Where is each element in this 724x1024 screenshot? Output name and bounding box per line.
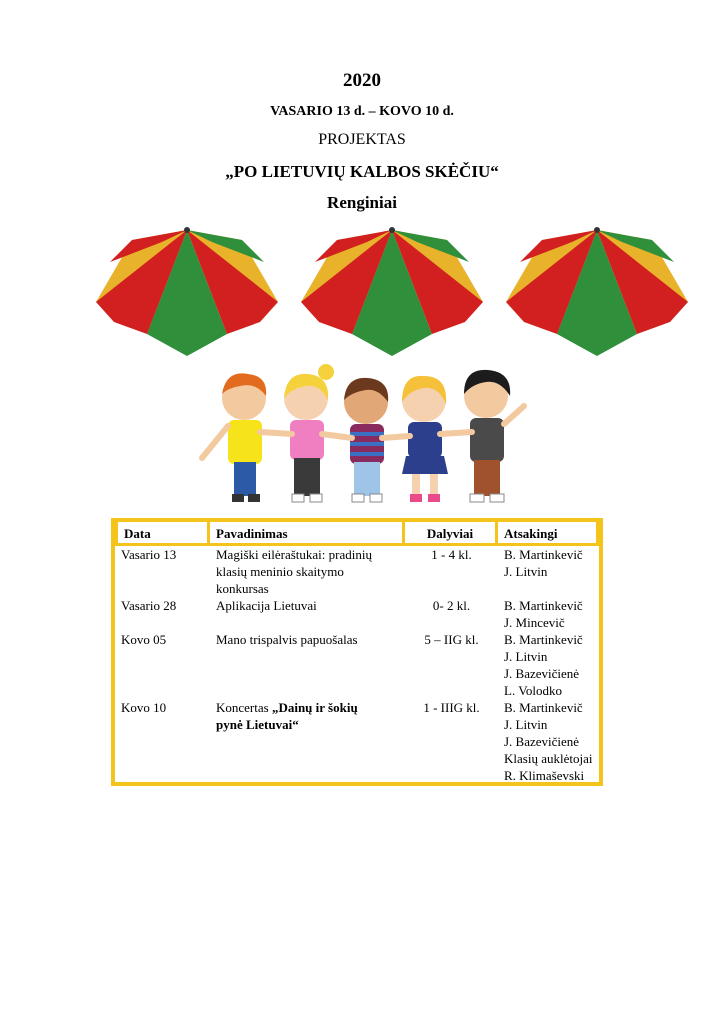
responsible-person: B. Martinkevič (504, 598, 583, 613)
cell-title (210, 631, 405, 699)
cell-responsible (498, 597, 599, 631)
responsible-person: B. Martinkevič (504, 632, 583, 647)
responsible-person: B. Martinkevič (504, 547, 583, 562)
umbrella-icon (502, 222, 692, 362)
umbrella-icon (92, 222, 282, 362)
column-header-date: Data (115, 522, 210, 546)
cell-responsible (498, 546, 599, 597)
responsible-person: R. Klimaševski (504, 768, 585, 783)
child-figure (464, 370, 524, 502)
cell-participants: 0- 2 kl. (432, 598, 471, 613)
cell-participants: 5 – IIG kl. (424, 632, 479, 647)
responsible-person: B. Martinkevič (504, 700, 583, 715)
title-line: Mano trispalvis papuošalas (216, 632, 358, 647)
responsible-person: J. Bazevičienė (504, 666, 580, 681)
title-line: klasių meninio skaitymo (216, 564, 344, 579)
responsible-person: J. Litvin (504, 649, 548, 664)
umbrella-icon (297, 222, 487, 362)
project-label: PROJEKTAS (318, 131, 406, 148)
cell-responsible (498, 699, 599, 784)
project-name: „PO LIETUVIŲ KALBOS SKĖČIU“ (225, 162, 499, 181)
column-header-participants: Dalyviai (405, 522, 498, 546)
title-bold-part: „Dainų ir šokių (271, 700, 358, 715)
column-header-responsible: Atsakingi (498, 522, 599, 546)
table-header-row (115, 522, 599, 546)
cell-participants: 1 - IIIG kl. (423, 700, 480, 715)
events-table (111, 518, 603, 786)
title-line: Aplikacija Lietuvai (216, 598, 317, 613)
cell-responsible (498, 631, 599, 699)
date-range: VASARIO 13 d. – KOVO 10 d. (270, 104, 454, 119)
table-row (115, 699, 599, 784)
cell-title (210, 597, 405, 631)
cell-participants: 1 - 4 kl. (431, 547, 472, 562)
table-row (115, 546, 599, 597)
child-figure (202, 373, 266, 502)
table-row (115, 597, 599, 631)
cell-title (210, 546, 405, 597)
title-line: Magiški eilėraštukai: pradinių (216, 547, 372, 562)
table-row (115, 631, 599, 699)
cell-date: Kovo 10 (121, 700, 167, 715)
responsible-person: L. Volodko (504, 683, 563, 698)
title-bold-part: pynė Lietuvai“ (216, 717, 299, 732)
responsible-person: J. Mincevič (504, 615, 565, 630)
cell-date: Kovo 05 (121, 632, 167, 647)
title-prefix: Koncertas (216, 700, 272, 715)
title-line: konkursas (216, 581, 269, 596)
column-header-title: Pavadinimas (210, 522, 405, 546)
responsible-person: J. Litvin (504, 717, 548, 732)
year-heading: 2020 (343, 70, 381, 91)
children-illustration (196, 362, 532, 512)
responsible-person: J. Bazevičienė (504, 734, 580, 749)
responsible-person: J. Litvin (504, 564, 548, 579)
cell-date: Vasario 28 (121, 598, 177, 613)
cell-date: Vasario 13 (121, 547, 177, 562)
section-title: Renginiai (327, 193, 397, 212)
cell-title (210, 699, 405, 784)
responsible-person: Klasių auklėtojai (504, 751, 593, 766)
umbrellas-illustration (92, 222, 692, 362)
